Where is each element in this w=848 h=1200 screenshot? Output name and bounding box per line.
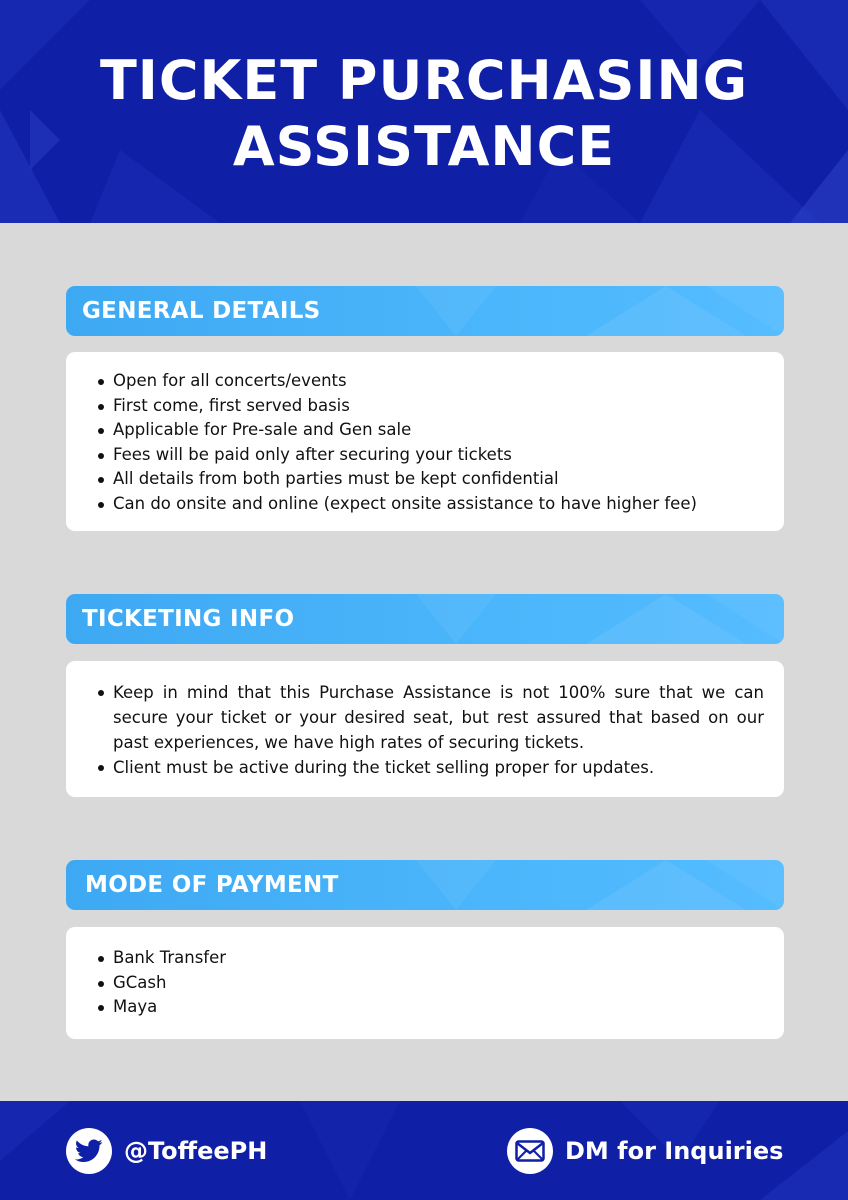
section-header-ticketing-info [66, 594, 784, 644]
list-item: GCash [98, 971, 764, 996]
section-header-general-details [66, 286, 784, 336]
list-item: Bank Transfer [98, 946, 764, 971]
page-title [0, 48, 848, 180]
twitter-bird-icon [66, 1128, 112, 1174]
list-item: Fees will be paid only after securing your tickets [98, 443, 764, 468]
list-item: All details from both parties must be kept confidential [98, 467, 764, 492]
header-banner [0, 0, 848, 223]
list-item: Maya [98, 995, 764, 1020]
ticketing-info-list [98, 680, 764, 780]
list-item: Open for all concerts/events [98, 369, 764, 394]
title-line-1: TICKET PURCHASING [99, 49, 749, 112]
general-details-card [66, 352, 784, 531]
payment-methods-list [98, 946, 764, 1020]
ticketing-info-card [66, 661, 784, 797]
list-item: Keep in mind that this Purchase Assistance is not 100% sure that we can secure your ticket or your desired seat, but rest assured that based on our past experiences, we have high rates of securing tickets. [98, 680, 764, 755]
section-title: TICKETING INFO [82, 606, 295, 632]
mode-of-payment-card [66, 927, 784, 1039]
list-item: First come, first served basis [98, 394, 764, 419]
section-title: GENERAL DETAILS [82, 298, 321, 324]
section-header-mode-of-payment [66, 860, 784, 910]
dm-contact[interactable] [507, 1101, 783, 1200]
list-item: Client must be active during the ticket selling proper for updates. [98, 755, 764, 780]
dm-inquiries-label[interactable]: DM for Inquiries [565, 1136, 784, 1165]
list-item: Can do onsite and online (expect onsite assistance to have higher fee) [98, 492, 764, 517]
title-line-2: ASSISTANCE [232, 115, 616, 178]
list-item: Applicable for Pre-sale and Gen sale [98, 418, 764, 443]
section-title: MODE OF PAYMENT [85, 872, 339, 898]
general-details-list [98, 369, 764, 516]
twitter-handle[interactable]: @ToffeePH [124, 1136, 268, 1165]
footer-banner [0, 1101, 848, 1200]
twitter-contact[interactable] [66, 1101, 267, 1200]
envelope-icon [507, 1128, 553, 1174]
